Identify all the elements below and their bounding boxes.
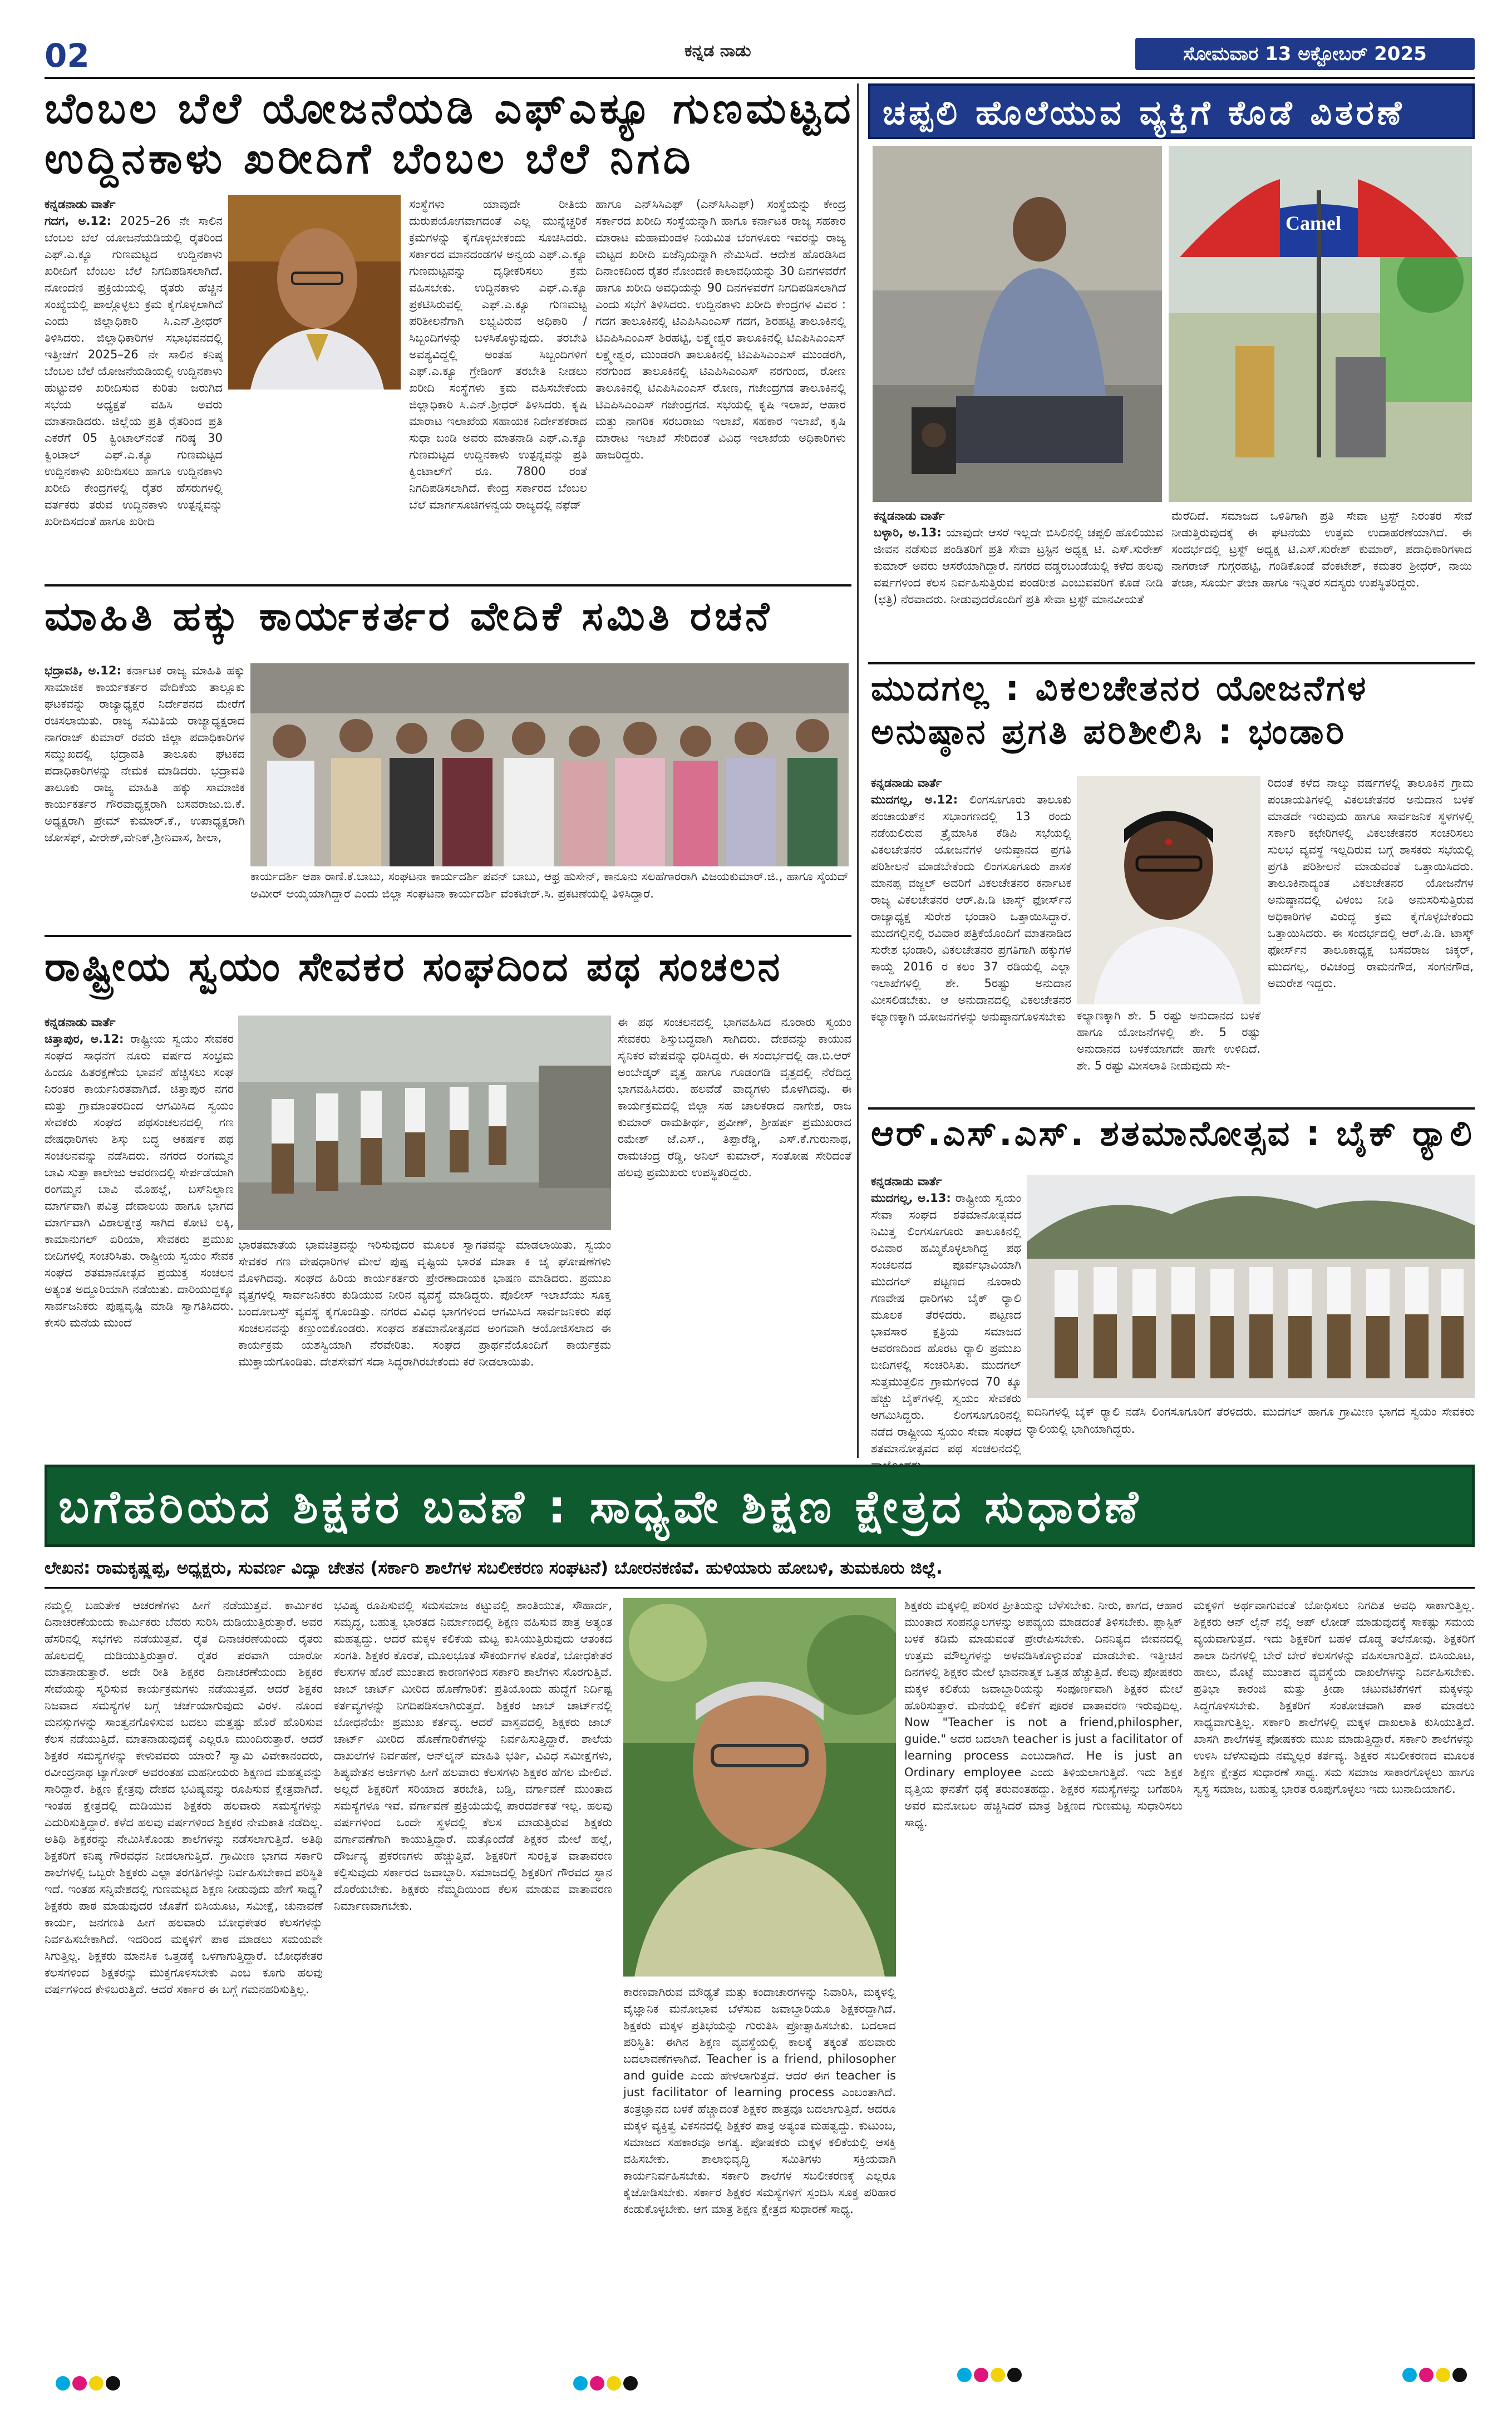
story1-dateline: ಗದಗ, ಅ.12: bbox=[45, 214, 112, 228]
story6-rally-photo bbox=[1027, 1175, 1475, 1398]
registration-marks-center bbox=[573, 2376, 640, 2393]
story1-headline-line1: ಬೆಂಬಲ ಬೆಲೆ ಯೋಜನೆಯಡಿ ಎಫ್‌ಎಕ್ಯೂ ಗುಣಮಟ್ಟದ bbox=[45, 83, 854, 133]
story3-caption: ಕಾರ್ಯದರ್ಶಿ ಆಶಾ ರಾಣಿ.ಕೆ.ಬಾಬು, ಸಂಘಟನಾ ಕಾರ್ಯದರ್ಶಿ ಪವನ್ ಬಾಬು, ಆಫ್ರ ಹುಸೇನ್, ಕಾನೂನು ಸಲಹೆಗಾರರಾಗಿ ವಿಜಯಕುಮಾರ್.ಜಿ., ಹಾಗೂ ಸೈಯದ್ ಅಮೀರ್ ಆಯ್ಕೆಯಾಗಿದ್ದಾರೆ ಎಂದು ಜಿಲ್ಲಾ ಸಂಘಟನಾ ಕಾರ್ಯದರ್ಶಿ ವೆಂಕಟೇಶ್.ಸಿ. ಪ್ರಕಟಣೆಯಲ್ಲಿ ತಿಳಿಸಿದ್ದಾರೆ. bbox=[250, 870, 849, 900]
story7-author-line: ಲೇಖನ: ರಾಮಕೃಷ್ಣಪ್ಪ, ಅಧ್ಯಕ್ಷರು, ಸುವರ್ಣ ವಿದ್ಯಾ ಚೇತನ (ಸರ್ಕಾರಿ ಶಾಲೆಗಳ ಸಬಲೀಕರಣ ಸಂಘಟನೆ) ಬೋರನಕಣಿವೆ. ಹುಳಿಯಾರು ಹೋಬಳಿ, ತುಮಕೂರು ಜಿಲ್ಲೆ. bbox=[45, 1558, 943, 1578]
story2-headline-box bbox=[868, 83, 1475, 139]
story2-photo-umbrella bbox=[1169, 146, 1472, 502]
story7-column-5 bbox=[1194, 1597, 1475, 1797]
story4-column-3 bbox=[1268, 775, 1474, 992]
story2-dateline: ಬಳ್ಳಾರಿ, ಅ.13: bbox=[874, 526, 942, 539]
masthead bbox=[45, 35, 1475, 73]
story3-headline: ಮಾಹಿತಿ ಹಕ್ಕು ಕಾರ್ಯಕರ್ತರ ವೇದಿಕೆ ಸಮಿತಿ ರಚನೆ bbox=[45, 593, 773, 639]
story7-column-3 bbox=[623, 1984, 896, 2217]
story1-text-3: ಹಾಗೂ ಎನ್‌ಸಿಸಿಎಫ್ (ಎನ್‌ಸಿಸಿಎಫ್) ಸಂಸ್ಥೆಯನ್ನು ಕೇಂದ್ರ ಸರ್ಕಾರದ ಖರೀದಿ ಸಂಸ್ಥೆಯನ್ನಾಗಿ ಹಾಗೂ ಕರ್ನಾಟಕ ರಾಜ್ಯ ಸಹಕಾರ ಮಾರಾಟ ಮಹಾಮಂಡಳ ನಿಯಮಿತ ಬೆಂಗಳೂರು ಇವರನ್ನು ರಾಜ್ಯ ಮಟ್ಟದ ಖರೀದಿ ಏಜೆನ್ಸಿಯನ್ನಾಗಿ ನೇಮಿಸಿದೆ. ಆದೇಶ ಹೊರಡಿಸಿದ ದಿನಾಂಕದಿಂದ ರೈತರ ನೋಂದಣಿ ಕಾಲಾವಧಿಯನ್ನು 30 ದಿನಗಳವರೆಗೆ ಹಾಗೂ ಖರೀದಿ ಅವಧಿಯನ್ನು 90 ದಿನಗಳವರೆಗೆ ನಿಗದಿಪಡಿಸಲಾಗಿದೆ ಎಂದು ಸಭೆಗೆ ತಿಳಿಸಿದರು. ಉದ್ದಿನಕಾಳು ಖರೀದಿ ಕೇಂದ್ರಗಳ ವಿವರ : ಗದಗ ತಾಲೂಕಿನಲ್ಲಿ ಟಿಎಪಿಸಿಎಂಎಸ್ ಗದಗ, ಶಿರಹಟ್ಟಿ ತಾಲೂಕಿನಲ್ಲಿ ಟಿಎಪಿಸಿಎಂಎಸ್ ಶಿರಹಟ್ಟಿ, ಲಕ್ಷ್ಮೇಶ್ವರ ತಾಲೂಕಿನಲ್ಲಿ ಟಿಎಪಿಸಿಎಂಎಸ್ ಲಕ್ಷ್ಮೇಶ್ವರ, ಮುಂಡರಗಿ ತಾಲೂಕಿನಲ್ಲಿ ಟಿಎಪಿಸಿಎಂಎಸ್ ಮುಂಡರಗಿ, ನರಗುಂದ ತಾಲೂಕಿನಲ್ಲಿ ಟಿಎಪಿಸಿಎಂಎಸ್ ನರಗುಂದ, ರೋಣ ತಾಲೂಕಿನಲ್ಲಿ ಟಿಎಪಿಸಿಎಂಎಸ್ ರೋಣ, ಗಜೇಂದ್ರಗಡ ತಾಲೂಕಿನಲ್ಲಿ ಟಿಎಪಿಸಿಎಂಎಸ್ ಗಜೇಂದ್ರಗಡ. ಸಭೆಯಲ್ಲಿ ಕೃಷಿ ಇಲಾಖೆ, ಆಹಾರ ಮತ್ತು ನಾಗರಿಕ ಸರಬರಾಜು ಇಲಾಖೆ, ಸಹಕಾರ ಇಲಾಖೆ, ಕೃಷಿ ಮಾರಾಟ ಇಲಾಖೆ ಸೇರಿದಂತೆ ವಿವಿಧ ಇಲಾಖೆಯ ಅಧಿಕಾರಿಗಳು ಹಾಜರಿದ್ದರು. bbox=[595, 198, 846, 461]
paper-name: ಕನ್ನಡ ನಾಡು bbox=[684, 41, 751, 61]
story7-author-photo bbox=[623, 1598, 896, 1977]
story5-column-3 bbox=[238, 1236, 611, 1370]
story2-column-1 bbox=[874, 507, 1163, 608]
story4-column-1 bbox=[871, 775, 1071, 1025]
story3-column bbox=[45, 662, 245, 846]
registration-marks-right-2 bbox=[1402, 2368, 1469, 2384]
story7-text-1: ನಮ್ಮಲ್ಲಿ ಬಹುತೇಕ ಆಚರಣೆಗಳು ಹೀಗೆ ನಡೆಯುತ್ತವೆ. ಕಾರ್ಮಿಕರ ದಿನಾಚರಣೆಯಂದು ಕಾರ್ಮಿಕರು ಬೆವರು ಸುರಿಸಿ ದುಡಿಯುತ್ತಿರುತ್ತಾರೆ. ಅವರ ಹೆಸರಿನಲ್ಲಿ ಸಭೆಗಳು ನಡೆಯುತ್ತವೆ. ರೈತ ದಿನಾಚರಣೆಯಂದು ರೈತರು ಹೊಲದಲ್ಲಿ ದುಡಿಯುತ್ತಿರುತ್ತಾರೆ. ರೈತರ ಪರವಾಗಿ ಯಾರೋ ಮಾತನಾಡುತ್ತಾರೆ. ಅದೇ ರೀತಿ ಶಿಕ್ಷಕರ ದಿನಾಚರಣೆಯಂದು ಶಿಕ್ಷಕರ ಸೇವೆಯನ್ನು ಸ್ಮರಿಸುವ ಕಾರ್ಯಕ್ರಮಗಳು ನಡೆಯುತ್ತವೆ. ಆದರೆ ಶಿಕ್ಷಕರ ನಿಜವಾದ ಸಮಸ್ಯೆಗಳ ಬಗ್ಗೆ ಚರ್ಚೆಯಾಗುವುದು ವಿರಳ. ನೊಂದ ಮನಸ್ಸುಗಳನ್ನು ಸಾಂತ್ವನಗೊಳಿಸುವ ಬದಲು ಮತ್ತಷ್ಟು ಹೊರೆ ಹೊರಿಸುವ ಕೆಲಸ ನಡೆಯುತ್ತಿದೆ. ಮಾತನಾಡುವುದಕ್ಕೆ ಎಲ್ಲರೂ ಮುಂದಿರುತ್ತಾರೆ. ಆದರೆ ಶಿಕ್ಷಕರ ಸಮಸ್ಯೆಗಳನ್ನು ಕೇಳುವವರು ಯಾರು? ಸ್ವಾಮಿ ವಿವೇಕಾನಂದರು, ರವೀಂದ್ರನಾಥ ಟ್ಯಾಗೋರ್ ಅವರಂತಹ ಮಹನೀಯರು ಶಿಕ್ಷಣದ ಮಹತ್ವವನ್ನು ಸಾರಿದ್ದಾರೆ. ಶಿಕ್ಷಣ ಕ್ಷೇತ್ರವು ದೇಶದ ಭವಿಷ್ಯವನ್ನು ರೂಪಿಸುವ ಕ್ಷೇತ್ರವಾಗಿದೆ. ಇಂತಹ ಕ್ಷೇತ್ರದಲ್ಲಿ ದುಡಿಯುವ ಶಿಕ್ಷಕರು ಹಲವಾರು ಸಮಸ್ಯೆಗಳನ್ನು ಎದುರಿಸುತ್ತಿದ್ದಾರೆ. ಕಳೆದ ಹಲವು ವರ್ಷಗಳಿಂದ ಶಿಕ್ಷಕರ ನೇಮಕಾತಿ ನಡೆದಿಲ್ಲ. ಅತಿಥಿ ಶಿಕ್ಷಕರನ್ನು ನೇಮಿಸಿಕೊಂಡು ಶಾಲೆಗಳನ್ನು ನಡೆಸಲಾಗುತ್ತಿದೆ. ಅತಿಥಿ ಶಿಕ್ಷಕರಿಗೆ ಕನಿಷ್ಠ ಗೌರವಧನ ನೀಡಲಾಗುತ್ತಿದೆ. ಗ್ರಾಮೀಣ ಭಾಗದ ಸರ್ಕಾರಿ ಶಾಲೆಗಳಲ್ಲಿ ಒಬ್ಬರೇ ಶಿಕ್ಷಕರು ಎಲ್ಲಾ ತರಗತಿಗಳನ್ನು ನಿರ್ವಹಿಸಬೇಕಾದ ಪರಿಸ್ಥಿತಿ ಇದೆ. ಇಂತಹ ಸನ್ನಿವೇಶದಲ್ಲಿ ಗುಣಮಟ್ಟದ ಶಿಕ್ಷಣ ನೀಡುವುದು ಹೇಗೆ ಸಾಧ್ಯ? ಶಿಕ್ಷಕರು ಪಾಠ ಮಾಡುವುದರ ಜೊತೆಗೆ ಬಿಸಿಯೂಟ, ಸಮೀಕ್ಷೆ, ಚುನಾವಣೆ ಕಾರ್ಯ, ಜನಗಣತಿ ಹೀಗೆ ಹಲವಾರು ಬೋಧಕೇತರ ಕೆಲಸಗಳನ್ನು ನಿರ್ವಹಿಸಬೇಕಾಗಿದೆ. ಇದರಿಂದ ಮಕ್ಕಳಿಗೆ ಪಾಠ ಮಾಡಲು ಸಮಯವೇ ಸಿಗುತ್ತಿಲ್ಲ. ಶಿಕ್ಷಕರು ಮಾನಸಿಕ ಒತ್ತಡಕ್ಕೆ ಒಳಗಾಗುತ್ತಿದ್ದಾರೆ. ಬೋಧಕೇತರ ಕೆಲಸಗಳಿಂದ ಶಿಕ್ಷಕರನ್ನು ಮುಕ್ತಗೊಳಿಸಬೇಕು ಎಂಬ ಕೂಗು ಹಲವು ವರ್ಷಗಳಿಂದ ಕೇಳಿಬರುತ್ತಿದೆ. ಆದರೆ ಸರ್ಕಾರ ಈ ಬಗ್ಗೆ ಗಮನಹರಿಸುತ್ತಿಲ್ಲ. bbox=[45, 1599, 323, 1996]
story4-text-2: ಕಲ್ಯಾಣಕ್ಕಾಗಿ ಶೇ. 5 ರಷ್ಟು ಅನುದಾನದ ಬಳಕೆ ಹಾಗೂ ಯೋಜನೆಗಳಲ್ಲಿ ಶೇ. 5 ರಷ್ಟು ಅನುದಾನದ ಬಳಕೆಯಾಗದೇ ಹಾಗೇ ಉಳಿದಿದೆ. ಶೇ. 5 ರಷ್ಟು ಮೀಸಲಾತಿ ನೀಡುವುದು ಸೇ- bbox=[1077, 1009, 1260, 1072]
story6-byline: ಕನ್ನಡನಾಡು ವಾರ್ತೆ bbox=[871, 1175, 942, 1188]
story4-text-1: ಲಿಂಗಸೂಗೂರು ತಾಲೂಕು ಪಂಚಾಯತ್‌ನ ಸಭಾಂಗಣದಲ್ಲಿ 13 ರಂದು ನಡೆಯಲಿರುವ ತ್ರೈಮಾಸಿಕ ಕೆಡಿಪಿ ಸಭೆಯಲ್ಲಿ ವಿಕಲಚೇತನರ ಯೋಜನೆಗಳ ಅನುಷ್ಠಾನದ ಪ್ರಗತಿ ಪರಿಶೀಲನೆ ಮಾಡಬೇಕೆಂದು ಲಿಂಗಸೂಗೂರು ಶಾಸಕ ಮಾನಪ್ಪ ವಜ್ಜಲ್ ಅವರಿಗೆ ವಿಕಲಚೇತನರ ಕರ್ನಾಟಕ ರಾಜ್ಯ ವಿಕಲಚೇತನರ ಆರ್.ಪಿ.ಡಿ ಟಾಸ್ಕ್ ಫೋರ್ಸ್‌ನ ರಾಜ್ಯಾಧ್ಯಕ್ಷ ಸುರೇಶ ಭಂಡಾರಿ ಒತ್ತಾಯಿಸಿದ್ದಾರೆ. ಮುದಗಲ್ಲಿನಲ್ಲಿ ರವಿವಾರ ಪತ್ರಿಕೆಯೊಂದಿಗೆ ಮಾತನಾಡಿದ ಸುರೇಶ ಭಂಡಾರಿ, ವಿಕಲಚೇತನರ ಪ್ರಗತಿಗಾಗಿ ಹಕ್ಕುಗಳ ಕಾಯ್ದೆ 2016 ರ ಕಲಂ 37 ರಡಿಯಲ್ಲಿ ಎಲ್ಲಾ ಇಲಾಖೆಗಳಲ್ಲಿ ಶೇ. 5ರಷ್ಟು ಅನುದಾನ ಮೀಸಲಿಡಬೇಕು. ಆ ಅನುದಾನದಲ್ಲಿ ವಿಕಲಚೇತನರ ಕಲ್ಯಾಣಕ್ಕಾಗಿ ಯೋಜನೆಗಳನ್ನು ಅನುಷ್ಠಾನಗೊಳಿಸಬೇಕು bbox=[871, 793, 1071, 1023]
story7-text-2: ಭವಿಷ್ಯ ರೂಪಿಸುವಲ್ಲಿ ಸಮಸಮಾಜ ಕಟ್ಟುವಲ್ಲಿ ಶಾಂತಿಯುತ, ಸೌಹಾರ್ದ, ಸಮೃದ್ಧ, ಬಹುತ್ವ ಭಾರತದ ನಿರ್ಮಾಣದಲ್ಲಿ ಶಿಕ್ಷಣ ವಹಿಸುವ ಪಾತ್ರ ಅತ್ಯಂತ ಮಹತ್ವದ್ದು. ಆದರೆ ಮಕ್ಕಳ ಕಲಿಕೆಯ ಮಟ್ಟ ಕುಸಿಯುತ್ತಿರುವುದು ಆತಂಕದ ಸಂಗತಿ. ಶಿಕ್ಷಕರ ಕೊರತೆ, ಮೂಲಭೂತ ಸೌಕರ್ಯಗಳ ಕೊರತೆ, ಬೋಧಕೇತರ ಕೆಲಸಗಳ ಹೊರೆ ಮುಂತಾದ ಕಾರಣಗಳಿಂದ ಸರ್ಕಾರಿ ಶಾಲೆಗಳು ಸೊರಗುತ್ತಿವೆ. ಜಾಬ್ ಚಾರ್ಟ್ ಮೀರಿದ ಹೊಣೆಗಾರಿಕೆ: ಪ್ರತಿಯೊಂದು ಹುದ್ದೆಗೆ ನಿರ್ದಿಷ್ಟ ಕರ್ತವ್ಯಗಳನ್ನು ನಿಗದಿಪಡಿಸಲಾಗಿರುತ್ತದೆ. ಶಿಕ್ಷಕರ ಜಾಬ್ ಚಾರ್ಟ್‌ನಲ್ಲಿ ಬೋಧನೆಯೇ ಪ್ರಮುಖ ಕರ್ತವ್ಯ. ಆದರೆ ವಾಸ್ತವದಲ್ಲಿ ಶಿಕ್ಷಕರು ಜಾಬ್ ಚಾರ್ಟ್ ಮೀರಿದ ಹೊಣೆಗಾರಿಕೆಗಳನ್ನು ನಿರ್ವಹಿಸುತ್ತಿದ್ದಾರೆ. ಶಾಲೆಯ ದಾಖಲೆಗಳ ನಿರ್ವಹಣೆ, ಆನ್‌ಲೈನ್ ಮಾಹಿತಿ ಭರ್ತಿ, ವಿವಿಧ ಸಮೀಕ್ಷೆಗಳು, ಶಿಷ್ಯವೇತನ ಅರ್ಜಿಗಳು ಹೀಗೆ ಹಲವಾರು ಕೆಲಸಗಳು ಶಿಕ್ಷಕರ ಹೆಗಲ ಮೇಲಿವೆ. ಅಲ್ಲದೆ ಶಿಕ್ಷಕರಿಗೆ ಸರಿಯಾದ ತರಬೇತಿ, ಬಡ್ತಿ, ವರ್ಗಾವಣೆ ಮುಂತಾದ ಸಮಸ್ಯೆಗಳೂ ಇವೆ. ವರ್ಗಾವಣೆ ಪ್ರಕ್ರಿಯೆಯಲ್ಲಿ ಪಾರದರ್ಶಕತೆ ಇಲ್ಲ. ಹಲವು ವರ್ಷಗಳಿಂದ ಒಂದೇ ಸ್ಥಳದಲ್ಲಿ ಕೆಲಸ ಮಾಡುತ್ತಿರುವ ಶಿಕ್ಷಕರು ವರ್ಗಾವಣೆಗಾಗಿ ಕಾಯುತ್ತಿದ್ದಾರೆ. ಮತ್ತೊಂದೆಡೆ ಶಿಕ್ಷಕರ ಮೇಲೆ ಹಲ್ಲೆ, ದೌರ್ಜನ್ಯ ಪ್ರಕರಣಗಳು ಹೆಚ್ಚುತ್ತಿವೆ. ಶಿಕ್ಷಕರಿಗೆ ಸುರಕ್ಷಿತ ವಾತಾವರಣ ಕಲ್ಪಿಸುವುದು ಸರ್ಕಾರದ ಜವಾಬ್ದಾರಿ. ಸಮಾಜದಲ್ಲಿ ಶಿಕ್ಷಕರಿಗೆ ಗೌರವದ ಸ್ಥಾನ ದೊರೆಯಬೇಕು. ಶಿಕ್ಷಕರು ನೆಮ್ಮದಿಯಿಂದ ಕೆಲಸ ಮಾಡುವ ವಾತಾವರಣ ನಿರ್ಮಾಣವಾಗಬೇಕು. bbox=[334, 1599, 612, 1913]
story6-caption: ಐದಿನಿಗಳಲ್ಲಿ ಬೈಕ್ ರ‍್ಯಾಲಿ ನಡೆಸಿ ಲಿಂಗಸೂಗೂರಿಗೆ ತೆರಳಿದರು. ಮುದಗಲ್ ಹಾಗೂ ಗ್ರಾಮೀಣ ಭಾಗದ ಸ್ವಯಂ ಸೇವಕರು ರ‍್ಯಾಲಿಯಲ್ಲಿ ಭಾಗಿಯಾಗಿದ್ದರು. bbox=[1027, 1405, 1475, 1436]
story7-headline: ಬಗೆಹರಿಯದ ಶಿಕ್ಷಕರ ಬವಣೆ : ಸಾಧ್ಯವೇ ಶಿಕ್ಷಣ ಕ್ಷೇತ್ರದ ಸುಧಾರಣೆ bbox=[58, 1481, 1142, 1534]
vertical-divider bbox=[857, 83, 859, 1458]
story6-dateline: ಮುದಗಲ್ಲ, ಅ.13: bbox=[871, 1191, 951, 1205]
story5-byline: ಕನ್ನಡನಾಡು ವಾರ್ತೆ bbox=[45, 1016, 116, 1029]
story3-dateline: ಅ.12: bbox=[88, 664, 121, 677]
story2-column-2 bbox=[1171, 507, 1472, 591]
story7-headline-banner bbox=[45, 1465, 1475, 1547]
story5-text-2: ಈ ಪಥ ಸಂಚಲನದಲ್ಲಿ ಭಾಗವಹಿಸಿದ ನೂರಾರು ಸ್ವಯಂ ಸೇವಕರು ಶಿಸ್ತುಬದ್ಧವಾಗಿ ಸಾಗಿದರು. ದೇಶವನ್ನು ಕಾಯುವ ಸೈನಿಕರ ವೇಷವನ್ನು ಧರಿಸಿದ್ದರು. ಈ ಸಂದರ್ಭದಲ್ಲಿ ಡಾ.ಬಿ.ಆರ್ ಅಂಬೇಡ್ಕರ್ ವೃತ್ತ ಹಾಗೂ ಗೂಡಂಗಡಿ ವೃತ್ತದಲ್ಲಿ ನೆರೆದಿದ್ದ ಭಾಗವಹಿಸಿದರು. ಹಲವೆಡೆ ವಾದ್ಯಗಳು ಮೊಳಗಿದವು. ಈ ಕಾರ್ಯಕ್ರಮದಲ್ಲಿ ಜಿಲ್ಲಾ ಸಹ ಚಾಲಕರಾದ ನಾಗೇಶ, ರಾಜ ಕುಮಾರ್ ರಾಮತೀರ್ಥ, ಪ್ರವೀಣ್, ಶ್ರೀಹರ್ಷ ಪ್ರಮುಖರಾದ ರಮೇಶ್ ಜೆ.ಎಸ್., ತಿಪ್ಪಾರೆಡ್ಡಿ, ಎಸ್.ಕೆ.ಗುರುನಾಥ, ರಾಮಚಂದ್ರ ರೆಡ್ಡಿ, ಅನಿಲ್ ಕುಮಾರ್, ಸಂತೋಷ ಸೇರಿದಂತೆ ಹಲವು ಪ್ರಮುಖರು ಉಪಸ್ಥಿತರಿದ್ದರು. bbox=[618, 1016, 851, 1179]
story5-text-3: ಭಾರತಮಾತೆಯ ಭಾವಚಿತ್ರವನ್ನು ಇರಿಸುವುದರ ಮೂಲಕ ಸ್ವಾಗತವನ್ನು ಮಾಡಲಾಯಿತು. ಸ್ವಯಂ ಸೇವಕರ ಗಣ ವೇಷಧಾರಿಗಳ ಮೇಲೆ ಪುಷ್ಪ ವೃಷ್ಟಿಯ ಭಾರತ ಮಾತಾ ಕಿ ಜೈ ಘೋಷಣೆಗಳು ಮೊಳಗಿದವು. ಸಂಘದ ಹಿರಿಯ ಕಾರ್ಯಕರ್ತರು ಪ್ರೇರಣಾದಾಯಕ ಭಾಷಣ ಮಾಡಿದರು. ಪ್ರಮುಖ ವೃತ್ತಗಳಲ್ಲಿ ಸಾರ್ವಜನಿಕರು ಕುಡಿಯುವ ನೀರಿನ ವ್ಯವಸ್ಥೆ ಮಾಡಿದ್ದರು. ಪೊಲೀಸ್ ಇಲಾಖೆಯು ಸೂಕ್ತ ಬಂದೋಬಸ್ತ್ ವ್ಯವಸ್ಥೆ ಕೈಗೊಂಡಿತ್ತು. ನಗರದ ವಿವಿಧ ಭಾಗಗಳಿಂದ ಆಗಮಿಸಿದ ಸಾರ್ವಜನಿಕರು ಪಥ ಸಂಚಲನವನ್ನು ಕಣ್ತುಂಬಿಕೊಂಡರು. ಸಂಘದ ಶತಮಾನೋತ್ಸವದ ಅಂಗವಾಗಿ ಆಯೋಜಿಸಲಾದ ಈ ಕಾರ್ಯಕ್ರಮ ಯಶಸ್ವಿಯಾಗಿ ನೆರವೇರಿತು. ಸಂಘದ ಪ್ರಾರ್ಥನೆಯೊಂದಿಗೆ ಕಾರ್ಯಕ್ರಮ ಮುಕ್ತಾಯಗೊಂಡಿತು. ದೇಶಸೇವೆಗೆ ಸದಾ ಸಿದ್ಧರಾಗಿರಬೇಕೆಂದು ಕರೆ ನೀಡಲಾಯಿತು. bbox=[238, 1238, 611, 1368]
story5-dateline: ಚಿತ್ತಾಪುರ, ಅ.12: bbox=[45, 1032, 124, 1046]
story4-column-2 bbox=[1077, 1007, 1260, 1074]
page-number: 02 bbox=[45, 37, 90, 75]
story7-text-3: ಕಾರಣವಾಗಿರುವ ಮೌಢ್ಯತೆ ಮತ್ತು ಕಂದಾಚಾರಗಳನ್ನು ನಿವಾರಿಸಿ, ಮಕ್ಕಳಲ್ಲಿ ವೈಜ್ಞಾನಿಕ ಮನೋಭಾವ ಬೆಳೆಸುವ ಜವಾಬ್ದಾರಿಯೂ ಶಿಕ್ಷಕರದ್ದಾಗಿದೆ. ಶಿಕ್ಷಕರು ಮಕ್ಕಳ ಪ್ರತಿಭೆಯನ್ನು ಗುರುತಿಸಿ ಪ್ರೋತ್ಸಾಹಿಸಬೇಕು. ಬದಲಾದ ಪರಿಸ್ಥಿತಿ: ಈಗಿನ ಶಿಕ್ಷಣ ವ್ಯವಸ್ಥೆಯಲ್ಲಿ ಕಾಲಕ್ಕೆ ತಕ್ಕಂತೆ ಹಲವಾರು ಬದಲಾವಣೆಗಳಾಗಿವೆ. Teacher is a friend, philosopher and guide ಎಂದು ಹೇಳಲಾಗುತ್ತದೆ. ಆದರೆ ಈಗ teacher is just facilitator of learning process ಎಂಬಂತಾಗಿದೆ. ತಂತ್ರಜ್ಞಾನದ ಬಳಕೆ ಹೆಚ್ಚಾದಂತೆ ಶಿಕ್ಷಕರ ಪಾತ್ರವೂ ಬದಲಾಗುತ್ತಿದೆ. ಆದರೂ ಮಕ್ಕಳ ವ್ಯಕ್ತಿತ್ವ ವಿಕಸನದಲ್ಲಿ ಶಿಕ್ಷಕರ ಪಾತ್ರ ಅತ್ಯಂತ ಮಹತ್ವದ್ದು. ಕುಟುಂಬ, ಸಮಾಜದ ಸಹಕಾರವೂ ಅಗತ್ಯ. ಪೋಷಕರು ಮಕ್ಕಳ ಕಲಿಕೆಯಲ್ಲಿ ಆಸಕ್ತಿ ವಹಿಸಬೇಕು. ಶಾಲಾಭಿವೃದ್ಧಿ ಸಮಿತಿಗಳು ಸಕ್ರಿಯವಾಗಿ ಕಾರ್ಯನಿರ್ವಹಿಸಬೇಕು. ಸರ್ಕಾರಿ ಶಾಲೆಗಳ ಸಬಲೀಕರಣಕ್ಕೆ ಎಲ್ಲರೂ ಕೈಜೋಡಿಸಬೇಕು. ಸರ್ಕಾರ ಶಿಕ್ಷಕರ ಸಮಸ್ಯೆಗಳಿಗೆ ಸ್ಪಂದಿಸಿ ಸೂಕ್ತ ಪರಿಹಾರ ಕಂಡುಕೊಳ್ಳಬೇಕು. ಆಗ ಮಾತ್ರ ಶಿಕ್ಷಣ ಕ್ಷೇತ್ರದ ಸುಧಾರಣೆ ಸಾಧ್ಯ. bbox=[623, 1985, 896, 2216]
masthead-date: ಸೋಮವಾರ 13 ಅಕ್ಟೋಬರ್ 2025 bbox=[1183, 43, 1427, 65]
rule-story3-end bbox=[45, 935, 851, 937]
story3-group-photo bbox=[250, 663, 849, 866]
story4-text-3: ರಿದಂತೆ ಕಳೆದ ನಾಲ್ಕು ವರ್ಷಗಳಲ್ಲಿ ತಾಲೂಕಿನ ಗ್ರಾಮ ಪಂಚಾಯತಿಗಳಲ್ಲಿ ವಿಕಲಚೇತನರ ಅನುದಾನ ಬಳಕೆ ಮಾಡದೇ ಇರುವುದು ಹಾಗೂ ಸಾರ್ವಜನಿಕ ಸ್ಥಳಗಳಲ್ಲಿ ಸರ್ಕಾರಿ ಕಛೇರಿಗಳಲ್ಲಿ ವಿಕಲಚೇತನರ ಸಂಚರಿಸಲು ಸುಲಭ ವ್ಯವಸ್ಥೆ ಇಲ್ಲದಿರುವ ಬಗ್ಗೆ ಶಾಸಕರು ಸಭೆಯಲ್ಲಿ ಪ್ರಗತಿ ಪರಿಶೀಲನೆ ಮಾಡುವಂತೆ ಒತ್ತಾಯಿಸಿದರು. ತಾಲೂಕಿನಾದ್ಯಂತ ವಿಕಲಚೇತನರ ಯೋಜನೆಗಳ ಅನುಷ್ಠಾನದಲ್ಲಿ ವಿಳಂಬ ನೀತಿ ಅನುಸರಿಸುತ್ತಿರುವ ಅಧಿಕಾರಿಗಳ ವಿರುದ್ಧ ಕ್ರಮ ಕೈಗೊಳ್ಳಬೇಕೆಂದು ಒತ್ತಾಯಿಸಿದರು. ಈ ಸಂದರ್ಭದಲ್ಲಿ ಆರ್.ಪಿ.ಡಿ. ಟಾಸ್ಕ್ ಫೋರ್ಸ್‌ನ ತಾಲೂಕಾಧ್ಯಕ್ಷ ಬಸವರಾಜ ಚಿಕ್ಕರ್, ಮುದಗಲ್ಲ, ರವಿಚಂದ್ರ ರಾಮನಗೌಡ, ಸಂಗನಗೌಡ, ಅಮರೇಶ ಇದ್ದರು. bbox=[1268, 776, 1474, 990]
story2-text-2: ಮೆರೆದಿದೆ. ಸಮಾಜದ ಒಳಿತಿಗಾಗಿ ಪ್ರತಿ ಸೇವಾ ಟ್ರಸ್ಟ್ ನಿರಂತರ ಸೇವೆ ನೀಡುತ್ತಿರುವುದಕ್ಕೆ ಈ ಘಟನೆಯು ಉತ್ತಮ ಉದಾಹರಣೆಯಾಗಿದೆ. ಈ ಸಂದರ್ಭದಲ್ಲಿ ಟ್ರಸ್ಟ್ ಅಧ್ಯಕ್ಷ ಟಿ.ಎಸ್.ಸುರೇಶ್ ಕುಮಾರ್, ಪದಾಧಿಕಾರಿಗಳಾದ ನಾಗರಾಜ್ ಗುಗ್ಗರಹಟ್ಟಿ, ಗಂಡಿಕೊಂಡೆ ವೆಂಕಟೇಶ್, ಕಮತರ ಶ್ರೀಧರ್, ನಾಯಿ ತೇಜಾ, ಸೂರ್ಯ ತೇಜಾ ಹಾಗೂ ಇನ್ನಿತರ ಸದಸ್ಯರು ಉಪಸ್ಥಿತರಿದ್ದರು. bbox=[1171, 509, 1472, 589]
story1-text-1: 2025–26 ನೇ ಸಾಲಿನ ಬೆಂಬಲ ಬೆಲೆ ಯೋಜನೆಯಡಿಯಲ್ಲಿ ರೈತರಿಂದ ಎಫ್.ಎ.ಕ್ಯೂ ಗುಣಮಟ್ಟದ ಉದ್ದಿನಕಾಳು ಖರೀದಿಗೆ ಬೆಂಬಲ ಬೆಲೆ ನಿಗದಿಪಡಿಸಲಾಗಿದೆ. ನೋಂದಣಿ ಪ್ರಕ್ರಿಯೆಯಲ್ಲಿ ರೈತರು ಹೆಚ್ಚಿನ ಸಂಖ್ಯೆಯಲ್ಲಿ ಪಾಲ್ಗೊಳ್ಳಲು ಕ್ರಮ ಕೈಗೊಳ್ಳಲಾಗಿದೆ ಎಂದು ಜಿಲ್ಲಾಧಿಕಾರಿ ಸಿ.ಎನ್.ಶ್ರೀಧರ್ ತಿಳಿಸಿದರು. ಜಿಲ್ಲಾಧಿಕಾರಿಗಳ ಸಭಾಭವನದಲ್ಲಿ ಇತ್ತೀಚೆಗೆ 2025–26 ನೇ ಸಾಲಿನ ಕನಿಷ್ಠ ಬೆಂಬಲ ಬೆಲೆ ಯೋಜನೆಯಡಿಯಲ್ಲಿ ಉದ್ದಿನಕಾಳು ಹುಟ್ಟುವಳಿ ಖರೀದಿಸುವ ಕುರಿತು ಜರುಗಿದ ಸಭೆಯ ಅಧ್ಯಕ್ಷತೆ ವಹಿಸಿ ಅವರು ಮಾತನಾಡಿದರು. ಜಿಲ್ಲೆಯ ಪ್ರತಿ ರೈತರಿಂದ ಪ್ರತಿ ಎಕರೆಗೆ 05 ಕ್ವಿಂಟಾಲ್‌ನಂತೆ ಗರಿಷ್ಠ 30 ಕ್ವಿಂಟಾಲ್ ಎಫ್.ಎ.ಕ್ಯೂ ಗುಣಮಟ್ಟದ ಉದ್ದಿನಕಾಳು ಖರೀದಿಸಲು ಹಾಗೂ ಉದ್ದಿನಕಾಳು ಖರೀದಿ ಕೇಂದ್ರಗಳಲ್ಲಿ ರೈತರ ಹೆಸರುಗಳಲ್ಲಿ ವರ್ತಕರು ತರುವ ಉದ್ದಿನಕಾಳು ಉತ್ಪನ್ನವನ್ನು ಖರೀದಿಸದಂತೆ ಹಾಗೂ ಖರೀದಿ bbox=[45, 214, 223, 528]
story7-text-4: ಶಿಕ್ಷಕರು ಮಕ್ಕಳಲ್ಲಿ ಪರಿಸರ ಪ್ರೀತಿಯನ್ನು ಬೆಳೆಸಬೇಕು. ನೀರು, ಕಾಗದ, ಆಹಾರ ಮುಂತಾದ ಸಂಪನ್ಮೂಲಗಳನ್ನು ಅಪವ್ಯಯ ಮಾಡದಂತೆ ತಿಳಿಸಬೇಕು. ಪ್ಲಾಸ್ಟಿಕ್ ಬಳಕೆ ಕಡಿಮೆ ಮಾಡುವಂತೆ ಪ್ರೇರೇಪಿಸಬೇಕು. ದಿನನಿತ್ಯದ ಜೀವನದಲ್ಲಿ ಉತ್ತಮ ಮೌಲ್ಯಗಳನ್ನು ಅಳವಡಿಸಿಕೊಳ್ಳುವಂತೆ ಮಾಡಬೇಕು. ಇತ್ತೀಚಿನ ದಿನಗಳಲ್ಲಿ ಶಿಕ್ಷಕರ ಮೇಲೆ ಭಾವನಾತ್ಮಕ ಒತ್ತಡ ಹೆಚ್ಚುತ್ತಿದೆ. ಕೆಲವು ಪೋಷಕರು ಮಕ್ಕಳ ಕಲಿಕೆಯ ಜವಾಬ್ದಾರಿಯನ್ನು ಸಂಪೂರ್ಣವಾಗಿ ಶಿಕ್ಷಕರ ಮೇಲೆ ಹೊರಿಸುತ್ತಾರೆ. ಮನೆಯಲ್ಲಿ ಕಲಿಕೆಗೆ ಪೂರಕ ವಾತಾವರಣ ಇರುವುದಿಲ್ಲ. Now "Teacher is not a friend,philospher, guide." ಅದರ ಬದಲಾಗಿ teacher is just a facilitator of learning process ಎಂಬುದಾಗಿದೆ. He is just an Ordinary employee ಎಂದು ತಿಳಿಯಲಾಗುತ್ತಿದೆ. ಇದು ಶಿಕ್ಷಕ ವೃತ್ತಿಯ ಘನತೆಗೆ ಧಕ್ಕೆ ತರುವಂತಹದ್ದು. ಶಿಕ್ಷಕರ ಸಮಸ್ಯೆಗಳನ್ನು ಬಗೆಹರಿಸಿ ಅವರ ಮನೋಬಲ ಹೆಚ್ಚಿಸಿದರೆ ಮಾತ್ರ ಶಿಕ್ಷಣದ ಗುಣಮಟ್ಟ ಸುಧಾರಿಸಲು ಸಾಧ್ಯ. bbox=[904, 1599, 1183, 1829]
story1-column-2 bbox=[409, 196, 587, 513]
story2-headline: ಚಪ್ಪಲಿ ಹೊಲೆಯುವ ವ್ಯಕ್ತಿಗೆ ಕೊಡೆ ವಿತರಣೆ bbox=[883, 93, 1405, 132]
story6-headline: ಆರ್.ಎಸ್.ಎಸ್. ಶತಮಾನೋತ್ಸವ : ಬೈಕ್ ರ‍್ಯಾಲಿ bbox=[871, 1113, 1474, 1154]
story1-column-3 bbox=[595, 196, 846, 463]
story5-march-photo bbox=[238, 1016, 611, 1230]
registration-marks-left bbox=[56, 2376, 122, 2393]
masthead-rule bbox=[45, 77, 1475, 79]
registration-marks-right-1 bbox=[957, 2368, 1024, 2384]
story3-byline: ಭದ್ರಾವತಿ, bbox=[45, 664, 83, 677]
story7-column-2 bbox=[334, 1597, 612, 1914]
story4-portrait-photo bbox=[1077, 776, 1260, 1004]
story2-photo-cobbler bbox=[873, 146, 1162, 502]
story3-text: ಕರ್ನಾಟಕ ರಾಜ್ಯ ಮಾಹಿತಿ ಹಕ್ಕು ಸಾಮಾಜಿಕ ಕಾರ್ಯಕರ್ತರ ವೇದಿಕೆಯ ತಾಲ್ಲೂಕು ಘಟಕವನ್ನು ರಾಜ್ಯಾಧ್ಯಕ್ಷರ ನಿರ್ದೇಶನದ ಮೇರೆಗೆ ರಚಿಸಲಾಯಿತು. ರಾಜ್ಯ ಸಮಿತಿಯ ರಾಜ್ಯಾಧ್ಯಕ್ಷರಾದ ನಾಗರಾಜ್ ಕುಮಾರ್ ರವರು ಜಿಲ್ಲಾ ಪದಾಧಿಕಾರಿಗಳ ಸಮ್ಮುಖದಲ್ಲಿ ಭದ್ರಾವತಿ ತಾಲೂಕು ಘಟಕದ ಪದಾಧಿಕಾರಿಗಳನ್ನು ನೇಮಕ ಮಾಡಿದರು. ಭದ್ರಾವತಿ ತಾಲೂಕು ರಾಜ್ಯ ಮಾಹಿತಿ ಹಕ್ಕು ಸಾಮಾಜಿಕ ಕಾರ್ಯಕರ್ತರ ಗೌರವಾಧ್ಯಕ್ಷರಾಗಿ ಬಸವರಾಜು.ಬಿ.ಕೆ. ಅಧ್ಯಕ್ಷರಾಗಿ ಪ್ರೇಮ್ ಕುಮಾರ್.ಕೆ., ಉಪಾಧ್ಯಕ್ಷರಾಗಿ ಜೋಸೆಫ್, ವೀರೇಶ್,ವೇನಿಕ್,ಶ್ರೀನಿವಾಸ, ಶೀಲಾ, bbox=[45, 664, 245, 844]
story5-column-1 bbox=[45, 1014, 234, 1331]
story6-column bbox=[871, 1173, 1021, 1473]
rule-story1-end bbox=[45, 584, 851, 587]
story4-byline: ಕನ್ನಡನಾಡು ವಾರ್ತೆ bbox=[871, 776, 942, 790]
story7-column-1 bbox=[45, 1597, 323, 1998]
story4-headline-line2: ಅನುಷ್ಠಾನ ಪ್ರಗತಿ ಪರಿಶೀಲಿಸಿ : ಭಂಡಾರಿ bbox=[871, 711, 1347, 752]
story7-column-4 bbox=[904, 1597, 1183, 1831]
story5-headline: ರಾಷ್ಟ್ರೀಯ ಸ್ವಯಂ ಸೇವಕರ ಸಂಘದಿಂದ ಪಥ ಸಂಚಲನ bbox=[45, 943, 782, 990]
story1-portrait-photo bbox=[228, 195, 401, 390]
story5-text-1: ರಾಷ್ಟ್ರೀಯ ಸ್ವಯಂ ಸೇವಕರ ಸಂಘದ ಸಾಧನೆಗೆ ನೂರು ವರ್ಷದ ಸಂಭ್ರಮ ಹಿಂದೂ ಹಿತರಕ್ಷಣೆಯ ಭಾವನೆ ಹೆಚ್ಚಿಸಲು ಸಂಘ ನಿರಂತರ ಕಾರ್ಯನಿರತವಾಗಿದೆ. ಚಿತ್ತಾಪುರ ನಗರ ಮತ್ತು ಗ್ರಾಮಾಂತರದಿಂದ ಆಗಮಿಸಿದ ಸ್ವಯಂ ಸೇವಕರು ಸಂಘದ ಪಥಸಂಚಲನದಲ್ಲಿ ಗಣ ವೇಷಧಾರಿಗಳು ಶಿಸ್ತು ಬದ್ಧ ಆಕರ್ಷಕ ಪಥ ಸಂಚಲನವನ್ನು ನಡೆಸಿದರು. ನಗರದ ರಂಗಮ್ಮನ ಬಾವಿ ಸುತ್ತಾ ಕಾಲೇಜು ಆವರಣದಲ್ಲಿ ಸೇರ್ಪಡೆಯಾಗಿ ರಂಗಮ್ಮನ ಬಾವಿ ಮೊಹಲ್ಲೆ, ಬಸ್‌ನಿಲ್ದಾಣ ಮಾರ್ಗವಾಗಿ ಪವಿತ್ರ ದೇವಾಲಯ ಹಾಗೂ ಭಾಗದ ಮಾರ್ಗವಾಗಿ ವಿಶಾಲಕ್ಷೇತ್ರ ಸಾಗಿದ ಕೋಟಿ ಲಕ್ಕಿ, ಕಾಮಾನುಗಲ್ ಏರಿಯಾ, ಸೇವಕರು ಪ್ರಮುಖ ಬೀದಿಗಳಲ್ಲಿ ಸಂಚರಿಸಿತು. ರಾಷ್ಟ್ರೀಯ ಸ್ವಯಂ ಸೇವಕ ಸಂಘದ ಶತಮಾನೋತ್ಸವ ಪ್ರಯುಕ್ತ ಸಂಚಲನ ಅತ್ಯಂತ ಅದ್ದೂರಿಯಾಗಿ ನಡೆಯಿತು. ದಾರಿಯುದ್ದಕ್ಕೂ ಸಾರ್ವಜನಿಕರು ಪುಷ್ಪವೃಷ್ಟಿ ಮಾಡಿ ಸ್ವಾಗತಿಸಿದರು. ಕೇಸರಿ ಮನೆಯ ಮುಂದೆ bbox=[45, 1032, 234, 1329]
story1-headline-line2: ಉದ್ದಿನಕಾಳು ಖರೀದಿಗೆ ಬೆಂಬಲ ಬೆಲೆ ನಿಗದಿ bbox=[45, 134, 694, 183]
story2-byline: ಕನ್ನಡನಾಡು ವಾರ್ತೆ bbox=[874, 509, 945, 523]
umbrella-brand-label: Camel bbox=[1286, 212, 1341, 234]
story2-text-1: ಯಾವುದೇ ಆಸರೆ ಇಲ್ಲದೇ ಬಿಸಿಲಿನಲ್ಲಿ ಚಪ್ಪಲಿ ಹೊಲಿಯುವ ಜೀವನ ನಡೆಸುವ ಪಂಡಿತರಿಗೆ ಪ್ರತಿ ಸೇವಾ ಟ್ರಸ್ಟಿನ ಅಧ್ಯಕ್ಷ ಟಿ. ಎಸ್.ಸುರೇಶ್ ಕುಮಾರ್ ಅವರು ಆಸರೆಯಾಗಿದ್ದಾರೆ. ನಗರದ ವಡ್ಡರಬಂಡೆಯಲ್ಲಿ ಕಳೆದ ಹಲವು ವರ್ಷಗಳಿಂದ ಕೆಲಸ ನಿರ್ವಹಿಸುತ್ತಿರುವ ಪಂಡರೀಶ ಎಂಬುವವರಿಗೆ ಕೊಡೆ ನೀಡಿ (ಛತ್ರಿ) ನೆರವಾದರು. ನೀಡುವುದರೊಂದಿಗೆ ಪ್ರತಿ ಸೇವಾ ಟ್ರಸ್ಟ್ ಮಾನವೀಯತೆ bbox=[874, 526, 1164, 606]
story1-text-2: ಸಂಸ್ಥೆಗಳು ಯಾವುದೇ ರೀತಿಯ ದುರುಪಯೋಗವಾಗದಂತೆ ಎಲ್ಲ ಮುನ್ನೆಚ್ಚರಿಕೆ ಕ್ರಮಗಳನ್ನು ಕೈಗೊಳ್ಳಬೇಕೆಂದು ಸೂಚಿಸಿದರು. ಸರ್ಕಾರದ ಮಾನದಂಡಗಳ ಅನ್ವಯ ಎಫ್.ಎ.ಕ್ಯೂ ಗುಣಮಟ್ಟವನ್ನು ದೃಢೀಕರಿಸಲು ಕ್ರಮ ವಹಿಸಬೇಕು. ಉದ್ದಿನಕಾಳು ಎಫ್.ಎ.ಕ್ಯೂ ಪ್ರಕಟಿಸಿರುವಲ್ಲಿ ಎಫ್.ಎ.ಕ್ಯೂ ಗುಣಮಟ್ಟ ಪರಿಶೀಲನೆಗಾಗಿ ಲಭ್ಯವಿರುವ ಅಧಿಕಾರಿ / ಸಿಬ್ಬಂದಿಗಳನ್ನು ಬಳಸಿಕೊಳ್ಳುವುದು. ತರಬೇತಿ ಅವಶ್ಯವಿದ್ದಲ್ಲಿ ಅಂತಹ ಸಿಬ್ಬಂದಿಗಳಿಗೆ ಎಫ್.ಎ.ಕ್ಯೂ ಗ್ರೇಡಿಂಗ್ ತರಬೇತಿ ನೀಡಲು ಖರೀದಿ ಸಂಸ್ಥೆಗಳು ಕ್ರಮ ವಹಿಸಬೇಕೆಂದು ಜಿಲ್ಲಾಧಿಕಾರಿ ಸಿ.ಎನ್.ಶ್ರೀಧರ್ ತಿಳಿಸಿದರು. ಕೃಷಿ ಮಾರಾಟ ಇಲಾಖೆಯ ಸಹಾಯಕ ನಿರ್ದೇಶಕರಾದ ಸುಧಾ ಬಂಡಿ ಅವರು ಮಾತನಾಡಿ ಎಫ್.ಎ.ಕ್ಯೂ ಗುಣಮಟ್ಟದ ಉದ್ದಿನಕಾಳು ಉತ್ಪನ್ನವನ್ನು ಪ್ರತಿ ಕ್ವಿಂಟಾಲ್‌ಗೆ ರೂ. 7800 ರಂತೆ ನಿಗದಿಪಡಿಸಲಾಗಿದೆ. ಕೇಂದ್ರ ಸರ್ಕಾರದ ಬೆಂಬಲ ಬೆಲೆ ಮಾರ್ಗಸೂಚಿಗಳನ್ವಯ ರಾಜ್ಯದಲ್ಲಿ ನಫೆಡ್ bbox=[409, 198, 587, 511]
masthead-date-box bbox=[1135, 38, 1475, 70]
story7-text-5: ಮಕ್ಕಳಿಗೆ ಅರ್ಥವಾಗುವಂತೆ ಬೋಧಿಸಲು ನಿಗದಿತ ಅವಧಿ ಸಾಕಾಗುತ್ತಿಲ್ಲ. ಶಿಕ್ಷಕರು ಆನ್ ಲೈನ್ ನಲ್ಲಿ ಆಪ್ ಲೋಡ್ ಮಾಡುವುದಕ್ಕೆ ಸಾಕಷ್ಟು ಸಮಯ ವ್ಯಯವಾಗುತ್ತದೆ. ಇದು ಶಿಕ್ಷಕರಿಗೆ ಬಹಳ ದೊಡ್ಡ ತಲೆನೋವು. ಶಿಕ್ಷಕರಿಗೆ ಶಾಲಾ ದಿನಗಳಲ್ಲಿ ಬೇರೆ ಬೇರೆ ಕೆಲಸಗಳನ್ನು ವಹಿಸಲಾಗುತ್ತಿದೆ. ಬಿಸಿಯೂಟ, ಹಾಲು, ಮೊಟ್ಟೆ ಮುಂತಾದ ವ್ಯವಸ್ಥೆಯ ದಾಖಲೆಗಳನ್ನು ನಿರ್ವಹಿಸಬೇಕು. ಪ್ರತಿಭಾ ಕಾರಂಜಿ ಮತ್ತು ಕ್ರೀಡಾ ಚಟುವಟಿಕೆಗಳಿಗೆ ಮಕ್ಕಳನ್ನು ಸಿದ್ಧಗೊಳಿಸಬೇಕು. ಶಿಕ್ಷಕರಿಗೆ ಸಂಕೋಚವಾಗಿ ಪಾಠ ಮಾಡಲು ಸಾಧ್ಯವಾಗುತ್ತಿಲ್ಲ. ಸರ್ಕಾರಿ ಶಾಲೆಗಳಲ್ಲಿ ಮಕ್ಕಳ ದಾಖಲಾತಿ ಕುಸಿಯುತ್ತಿದೆ. ಖಾಸಗಿ ಶಾಲೆಗಳತ್ತ ಪೋಷಕರು ಮುಖ ಮಾಡುತ್ತಿದ್ದಾರೆ. ಸರ್ಕಾರಿ ಶಾಲೆಗಳನ್ನು ಉಳಿಸಿ ಬೆಳೆಸುವುದು ನಮ್ಮೆಲ್ಲರ ಕರ್ತವ್ಯ. ಶಿಕ್ಷಕರ ಸಬಲೀಕರಣದ ಮೂಲಕ ಶಿಕ್ಷಣ ಕ್ಷೇತ್ರದ ಸುಧಾರಣೆ ಸಾಧ್ಯ. ಸಮ ಸಮಾಜ ಸಾಕಾರಗೊಳ್ಳಲು ಹಾಗೂ ಸ್ವಸ್ಥ ಸಮಾಜ, ಬಹುತ್ವ ಭಾರತ ರೂಪುಗೊಳ್ಳಲು ಇದು ಬುನಾದಿಯಾಗಲಿ. bbox=[1194, 1599, 1475, 1796]
rule-author bbox=[45, 1587, 1475, 1589]
story4-headline-line1: ಮುದಗಲ್ಲ : ವಿಕಲಚೇತನರ ಯೋಜನೆಗಳ bbox=[871, 668, 1368, 708]
story5-column-2 bbox=[618, 1014, 851, 1181]
story1-column-1 bbox=[45, 196, 223, 530]
rule-story2-end bbox=[868, 662, 1475, 664]
story6-text: ರಾಷ್ಟ್ರೀಯ ಸ್ವಯಂ ಸೇವಾ ಸಂಘದ ಶತಮಾನೋತ್ಸವದ ನಿಮಿತ್ತ ಲಿಂಗಸೂಗೂರು ತಾಲೂಕಿನಲ್ಲಿ ರವಿವಾರ ಹಮ್ಮಿಕೊಳ್ಳಲಾಗಿದ್ದ ಪಥ ಸಂಚಲನದ ಪೂರ್ವಭಾವಿಯಾಗಿ ಮುದಗಲ್ ಪಟ್ಟಣದ ನೂರಾರು ಗಣವೇಷ ಧಾರಿಗಳು ಬೈಕ್ ರ‍್ಯಾಲಿ ಮೂಲಕ ತೆರಳಿದರು. ಪಟ್ಟಣದ ಭಾವಸಾರ ಕ್ಷತ್ರಿಯ ಸಮಾಜದ ಆವರಣದಿಂದ ಹೊರಟ ರ‍್ಯಾಲಿ ಪ್ರಮುಖ ಬೀದಿಗಳಲ್ಲಿ ಸಂಚರಿಸಿತು. ಮುದಗಲ್ ಸುತ್ತಮುತ್ತಲಿನ ಗ್ರಾಮಗಳಿಂದ 70 ಕ್ಕೂ ಹೆಚ್ಚು ಬೈಕ್‌ಗಳಲ್ಲಿ ಸ್ವಯಂ ಸೇವಕರು ಆಗಮಿಸಿದ್ದರು. ಲಿಂಗಸೂಗೂರಿನಲ್ಲಿ ನಡೆದ ರಾಷ್ಟ್ರೀಯ ಸ್ವಯಂ ಸೇವಾ ಸಂಘದ ಶತಮಾನೋತ್ಸವದ ಪಥ ಸಂಚಲನದಲ್ಲಿ bbox=[871, 1191, 1021, 1455]
story4-dateline: ಮುದಗಲ್ಲ, ಅ.12: bbox=[871, 793, 958, 806]
rule-story4-end bbox=[868, 1107, 1475, 1110]
story1-byline: ಕನ್ನಡನಾಡು ವಾರ್ತೆ bbox=[45, 198, 116, 211]
